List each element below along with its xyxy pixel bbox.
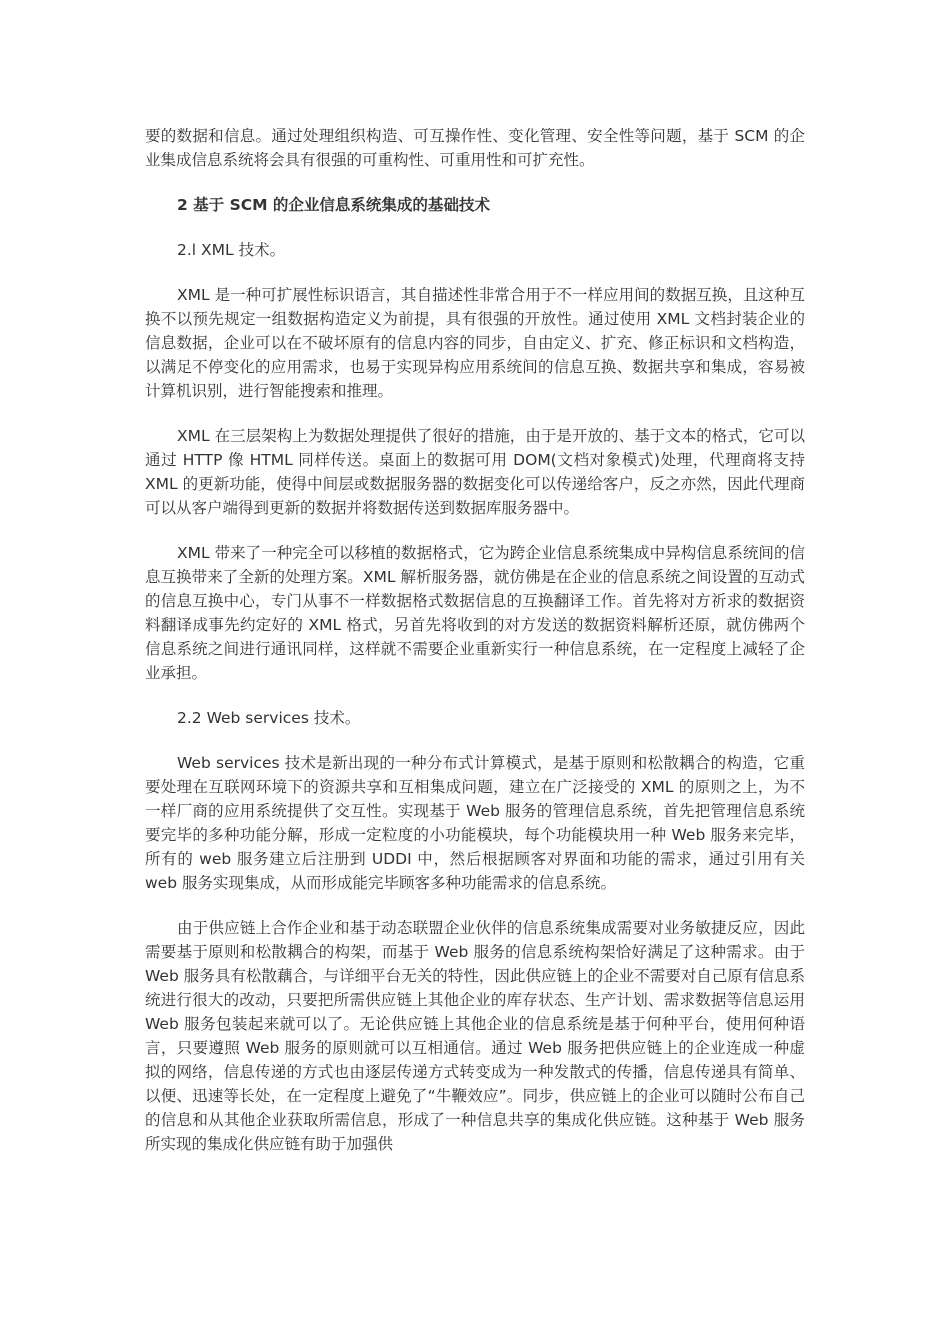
document-page	[145, 124, 805, 1156]
subsection-xml: 2.l XML 技术。	[177, 241, 286, 259]
xml-paragraph-1: XML 是一种可扩展性标识语言，其自描述性非常合用于不一样应用间的数据互换，且这种互换不以预先规定一组数据构造定义为前提，具有很强的开放性。通过使用 XML 文档封装企业的信息数据，企业可以在不破坏原有的信息内容的同步，自由定义、扩充、修正标识和文档构造，以满足不停变化的应用需求，也易于实现异构应用系统间的信息互换、数据共享和集成，容易被计算机识别，进行智能搜索和推理。	[145, 286, 805, 400]
section-heading: 2 基于 SCM 的企业信息系统集成的基础技术	[177, 196, 490, 214]
subsection-web-services: 2.2 Web services 技术。	[177, 709, 361, 727]
web-services-paragraph-1: Web services 技术是新出现的一种分布式计算模式，是基于原则和松散耦合的构造，它重要处理在互联网环境下的资源共享和互相集成问题，建立在广泛接受的 XML 的原则之上，为不一样厂商的应用系统提供了交互性。实现基于 Web 服务的管理信息系统，首先把管理信息系统要完毕的多种功能分解，形成一定粒度的小功能模块，每个功能模块用一种 Web 服务来完毕，所有的 web 服务建立后注册到 UDDI 中，然后根据顾客对界面和功能的需求，通过引用有关 web 服务实现集成，从而形成能完毕顾客多种功能需求的信息系统。	[145, 754, 805, 892]
web-services-paragraph-2: 由于供应链上合作企业和基于动态联盟企业伙伴的信息系统集成需要对业务敏捷反应，因此需要基于原则和松散耦合的构架，而基于 Web 服务的信息系统构架恰好满足了这种需求。由于 Web 服务具有松散藕合，与详细平台无关的特性，因此供应链上的企业不需要对自己原有信息系统进行很大的改动，只要把所需供应链上其他企业的库存状态、生产计划、需求数据等信息运用 Web 服务包装起来就可以了。无论供应链上其他企业的信息系统是基于何种平台，使用何种语言，只要遵照 Web 服务的原则就可以互相通信。通过 Web 服务把供应链上的企业连成一种虚拟的网络，信息传递的方式也由逐层传递方式转变成为一种发散式的传播，信息传递具有简单、以便、迅速等长处，在一定程度上避免了“牛鞭效应”。同步，供应链上的企业可以随时公布自己的信息和从其他企业获取所需信息，形成了一种信息共享的集成化供应链。这种基于 Web 服务所实现的集成化供应链有助于加强供	[145, 919, 805, 1153]
intro-paragraph: 要的数据和信息。通过处理组织构造、可互操作性、变化管理、安全性等问题，基于 SCM 的企业集成信息系统将会具有很强的可重构性、可重用性和可扩充性。	[145, 127, 805, 169]
xml-paragraph-2: XML 在三层架构上为数据处理提供了很好的措施，由于是开放的、基于文本的格式，它可以通过 HTTP 像 HTML 同样传送。桌面上的数据可用 DOM(文档对象模式)处理，代理商将支持 XML 的更新功能，使得中间层或数据服务器的数据变化可以传递给客户，反之亦然，因此代理商可以从客户端得到更新的数据并将数据传送到数据库服务器中。	[145, 427, 805, 517]
xml-paragraph-3: XML 带来了一种完全可以移植的数据格式，它为跨企业信息系统集成中异构信息系统间的信息互换带来了全新的处理方案。XML 解析服务器，就仿佛是在企业的信息系统之间设置的互动式的信息互换中心，专门从事不一样数据格式数据信息的互换翻译工作。首先将对方祈求的数据资料翻译成事先约定好的 XML 格式，另首先将收到的对方发送的数据资料解析还原，就仿佛两个信息系统之间进行通讯同样，这样就不需要企业重新实行一种信息系统，在一定程度上减轻了企业承担。	[145, 544, 805, 682]
